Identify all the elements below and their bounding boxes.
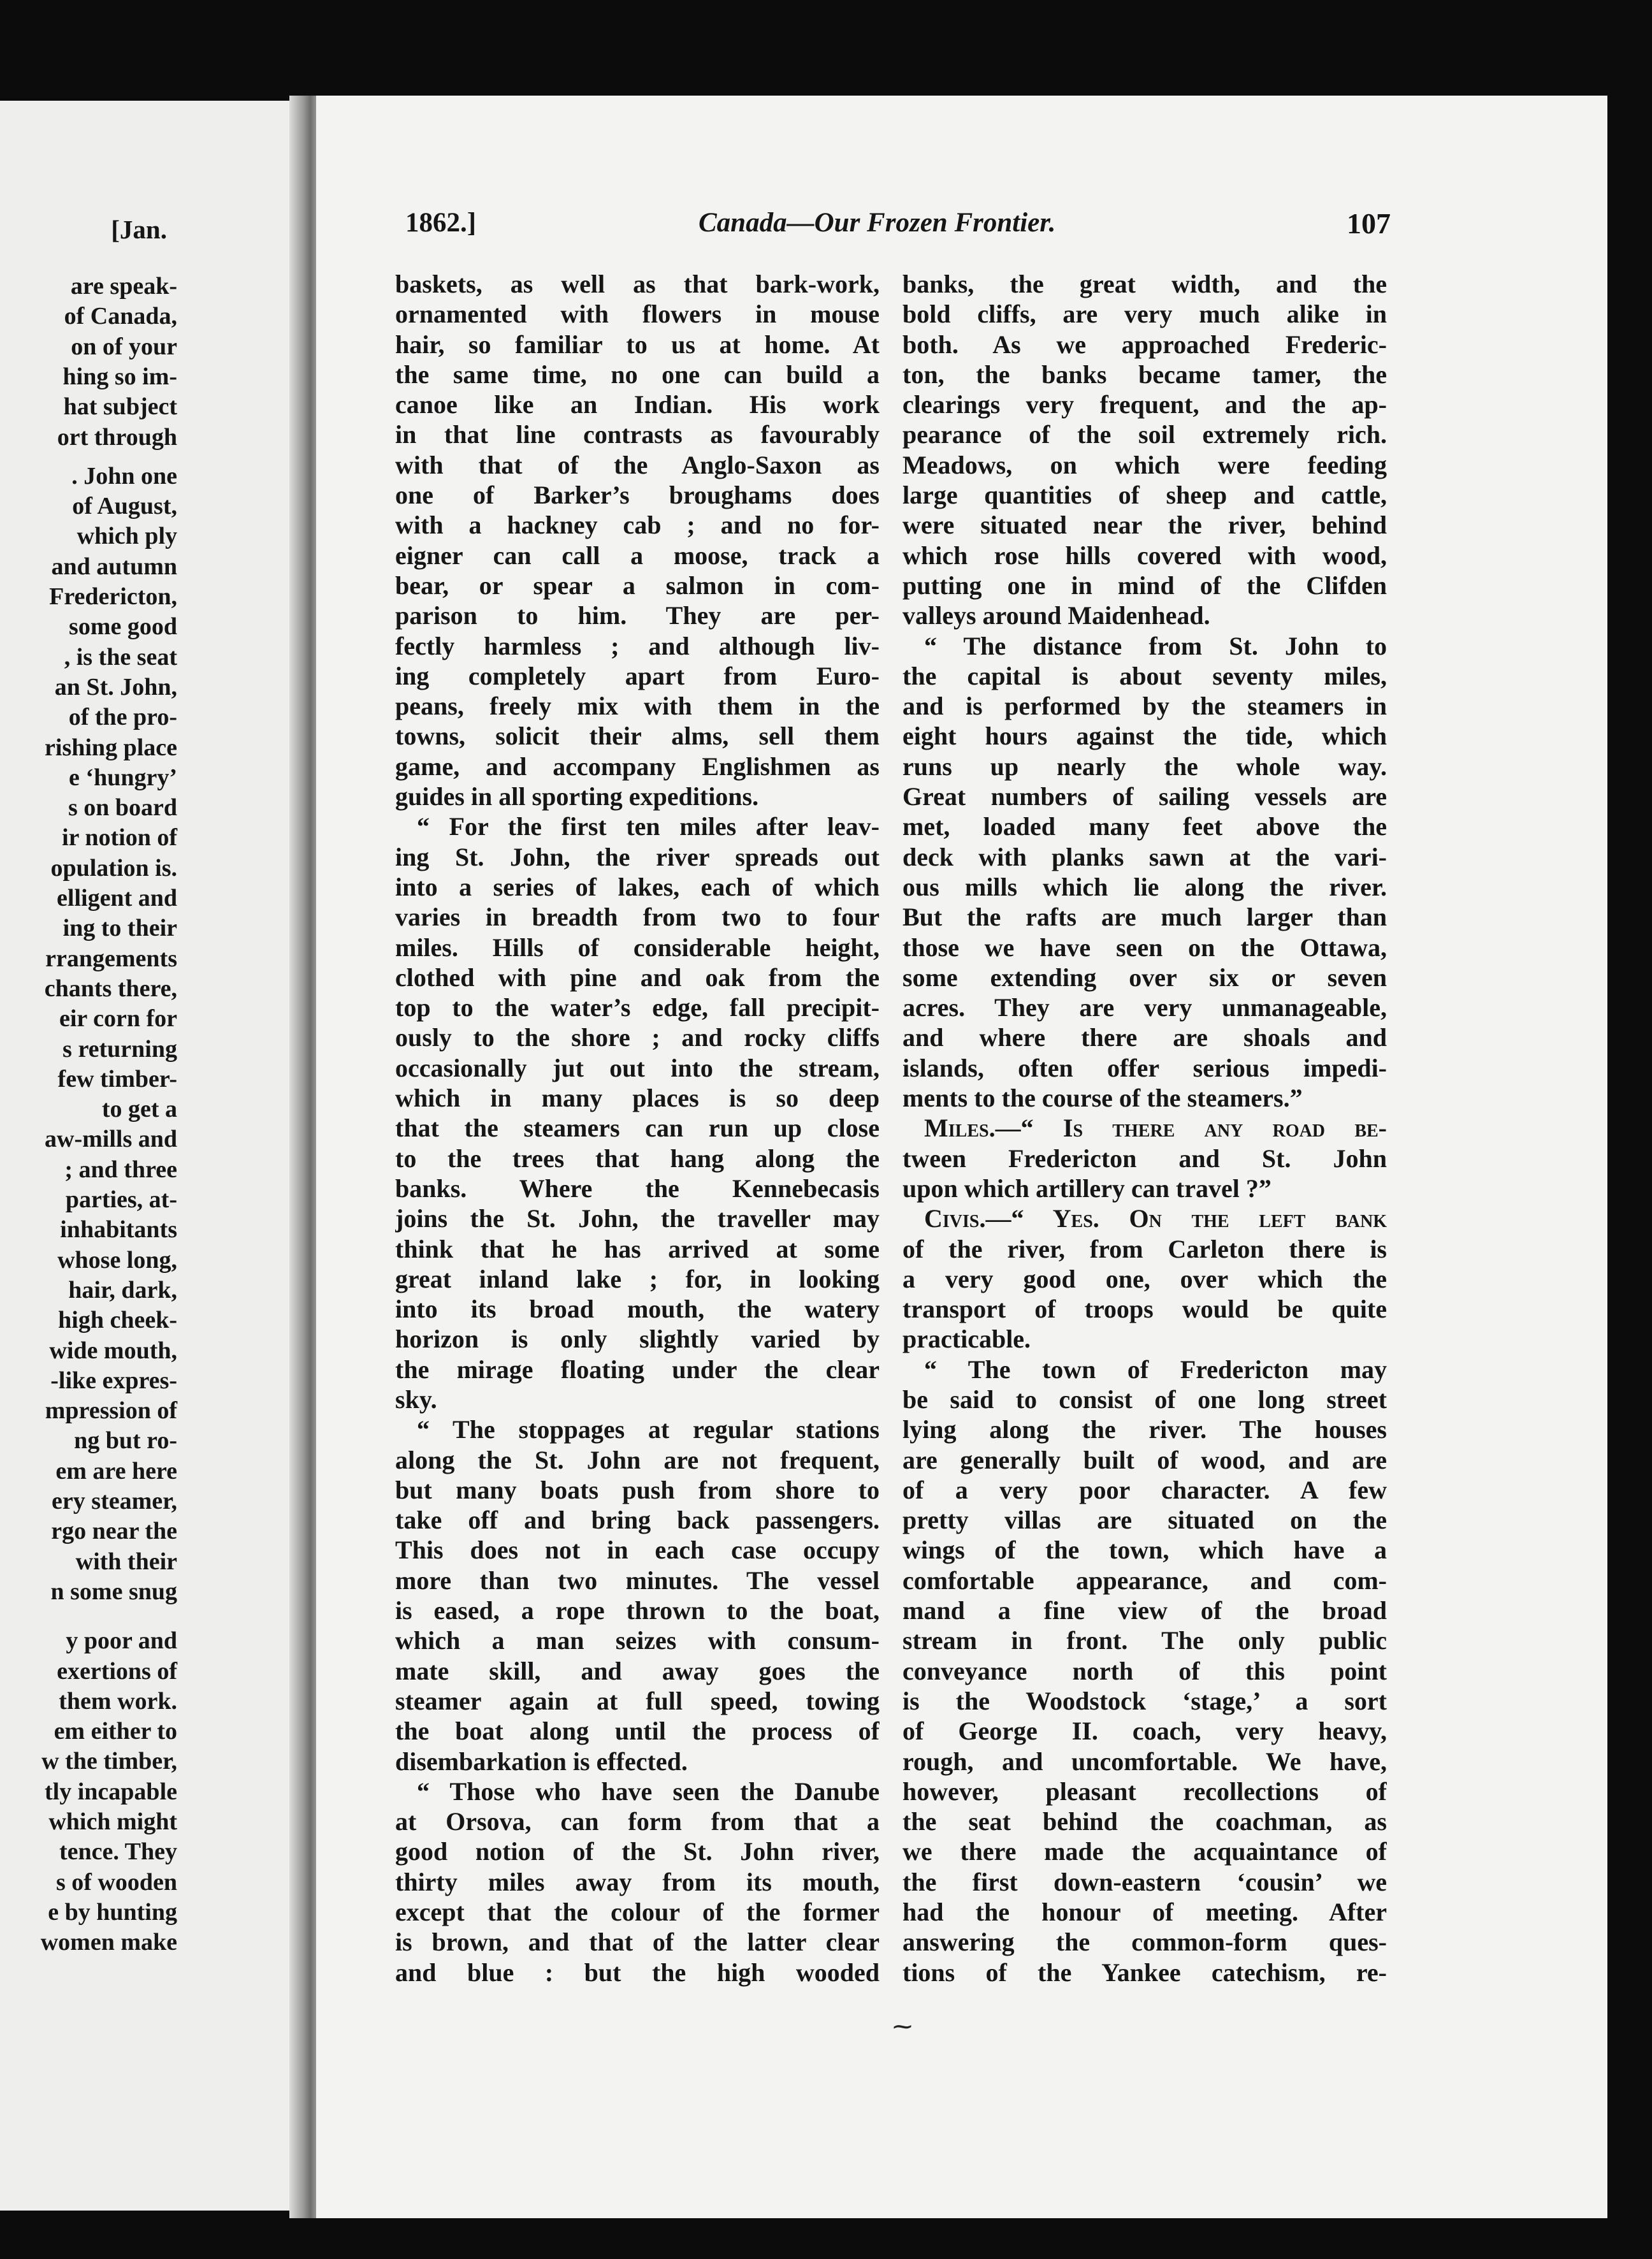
left-page-line: y poor and: [66, 1627, 177, 1655]
text-line: in that line contrasts as favourably: [395, 420, 880, 449]
left-page-line: aw-mills and: [45, 1126, 177, 1153]
text-line: into a series of lakes, each of which: [395, 872, 880, 901]
text-line: game, and accompany Englishmen as: [395, 752, 880, 781]
text-line: baskets, as well as that bark-work,: [395, 270, 880, 298]
left-page-line: which ply: [76, 523, 177, 550]
left-page-line: of Canada,: [64, 303, 177, 330]
text-line: clearings very frequent, and the ap-: [902, 390, 1387, 419]
text-line: good notion of the St. John river,: [395, 1837, 880, 1866]
text-line: towns, solicit their alms, sell them: [395, 722, 880, 751]
left-page-line: ir notion of: [62, 824, 177, 852]
text-line: comfortable appearance, and com-: [902, 1565, 1387, 1595]
text-line: “ The distance from St. John to: [924, 631, 1387, 660]
left-page-line: tence. They: [59, 1838, 177, 1866]
text-line: into its broad mouth, the watery: [395, 1295, 880, 1324]
text-line: which rose hills covered with wood,: [902, 541, 1387, 570]
left-page-line: . John one: [71, 462, 177, 490]
text-line: tions of the Yankee catechism, re-: [902, 1958, 1387, 1987]
text-line: clothed with pine and oak from the: [395, 962, 880, 992]
text-line: fectly harmless ; and although liv-: [395, 631, 880, 660]
text-line: Miles.—“ Is there any road be-: [924, 1114, 1387, 1143]
text-line: met, loaded many feet above the: [902, 812, 1387, 841]
left-page-line: e by hunting: [48, 1898, 177, 1926]
left-page-line: women make: [40, 1929, 177, 1956]
text-line: both. As we approached Frederic-: [902, 330, 1387, 359]
text-line: the same time, no one can build a: [395, 360, 880, 389]
text-line: to the trees that hang along the: [395, 1144, 880, 1173]
left-page-line: elligent and: [57, 885, 177, 912]
left-page-line: ng but ro-: [74, 1427, 177, 1455]
text-column-left: [395, 269, 880, 1987]
text-line: “ Those who have seen the Danube: [417, 1776, 880, 1806]
text-line: Meadows, on which were feeding: [902, 450, 1387, 479]
text-line: putting one in mind of the Clifden: [902, 570, 1387, 600]
text-line: Civis.—“ Yes. On the left bank: [924, 1204, 1387, 1233]
running-head-title: Canada—Our Frozen Frontier.: [699, 208, 1056, 238]
text-line: joins the St. John, the traveller may: [395, 1204, 880, 1233]
text-line: “ The stoppages at regular stations: [417, 1415, 880, 1444]
text-line: thirty miles away from its mouth,: [395, 1867, 880, 1896]
text-line: are generally built of wood, and are: [902, 1445, 1387, 1474]
text-line: with a hackney cab ; and no for-: [395, 511, 880, 540]
text-line: practicable.: [902, 1325, 1031, 1354]
text-line: along the St. John are not frequent,: [395, 1445, 880, 1474]
left-page-line: em are here: [55, 1457, 177, 1485]
text-line: is the Woodstock ‘stage,’ a sort: [902, 1686, 1387, 1715]
left-page-line: , is the seat: [64, 643, 177, 671]
text-line: however, pleasant recollections of: [902, 1776, 1387, 1806]
text-line: bear, or spear a salmon in com-: [395, 570, 880, 600]
text-line: with that of the Anglo-Saxon as: [395, 450, 880, 479]
left-page-line: inhabitants: [60, 1216, 177, 1244]
text-line: at Orsova, can form from that a: [395, 1807, 880, 1836]
left-page-line: ery steamer,: [52, 1488, 177, 1514]
text-line: and is performed by the steamers in: [902, 692, 1387, 721]
text-line: horizon is only slightly varied by: [395, 1325, 880, 1354]
text-line: except that the colour of the former: [395, 1898, 880, 1927]
text-line: canoe like an Indian. His work: [395, 390, 880, 419]
text-line: think that he has arrived at some: [395, 1234, 880, 1263]
left-page-line: eir corn for: [59, 1005, 177, 1033]
left-page-line: opulation is.: [50, 854, 177, 882]
left-page-line: n some snug: [50, 1578, 177, 1605]
text-line: one of Barker’s broughams does: [395, 481, 880, 510]
text-line: deck with planks sawn at the vari-: [902, 842, 1387, 871]
left-page-line: hat subject: [63, 393, 177, 421]
left-running-head: [Jan.: [111, 215, 167, 244]
left-page-line: whose long,: [57, 1246, 177, 1274]
text-line: some extending over six or seven: [902, 962, 1387, 992]
left-page-line: which might: [48, 1808, 177, 1835]
text-line: stream in front. The only public: [902, 1626, 1387, 1655]
text-line: conveyance north of this point: [902, 1656, 1387, 1685]
text-line: of George II. coach, very heavy,: [902, 1717, 1387, 1746]
text-line: ing St. John, the river spreads out: [395, 842, 880, 871]
text-line: is brown, and that of the latter clear: [395, 1928, 880, 1957]
text-line: which a man seizes with consum-: [395, 1626, 880, 1655]
text-line: more than two minutes. The vessel: [395, 1565, 880, 1595]
text-line: had the honour of meeting. After: [902, 1898, 1387, 1927]
page-number: 107: [1347, 207, 1391, 240]
text-line: pearance of the soil extremely rich.: [902, 420, 1387, 449]
text-line: sky.: [395, 1384, 437, 1414]
text-line: upon which artillery can travel ?”: [902, 1173, 1272, 1203]
left-page-line: -like expres-: [50, 1367, 177, 1394]
left-page-line: ort through: [57, 423, 177, 451]
text-line: tween Fredericton and St. John: [902, 1144, 1387, 1173]
text-column-right: [902, 269, 1387, 1987]
left-page-line: em either to: [54, 1718, 177, 1745]
left-page-line: an St. John,: [54, 673, 177, 701]
left-page-line: w the timber,: [41, 1748, 177, 1775]
text-line: ously to the shore ; and rocky cliffs: [395, 1023, 880, 1052]
text-line: take off and bring back passengers.: [395, 1506, 880, 1535]
text-line: and blue : but the high wooded: [395, 1958, 880, 1987]
left-page-line: of the pro-: [68, 704, 177, 731]
left-page-line: high cheek-: [58, 1307, 177, 1334]
left-page-line: hing so im-: [62, 363, 177, 390]
text-line: large quantities of sheep and cattle,: [902, 481, 1387, 510]
left-page-line: some good: [69, 613, 177, 641]
text-line: peans, freely mix with them in the: [395, 692, 880, 721]
text-line: eigner can call a moose, track a: [395, 541, 880, 570]
text-line: were situated near the river, behind: [902, 511, 1387, 540]
left-page-line: exertions of: [57, 1657, 177, 1685]
text-line: parison to him. They are per-: [395, 601, 880, 630]
text-line: varies in breadth from two to four: [395, 903, 880, 932]
text-line: be said to consist of one long street: [902, 1384, 1387, 1414]
text-line: ments to the course of the steamers.”: [902, 1084, 1303, 1113]
text-line: but many boats push from shore to: [395, 1475, 880, 1504]
left-page-line: chants there,: [44, 975, 177, 1002]
left-page-line: few timber-: [57, 1065, 177, 1093]
text-line: a very good one, over which the: [902, 1264, 1387, 1293]
text-line: banks. Where the Kennebecasis: [395, 1173, 880, 1203]
text-line: “ The town of Fredericton may: [924, 1355, 1387, 1384]
text-line: and where there are shoals and: [902, 1023, 1387, 1052]
text-line: of a very poor character. A few: [902, 1475, 1387, 1504]
text-line: disembarkation is effected.: [395, 1747, 688, 1776]
text-line: the mirage floating under the clear: [395, 1355, 880, 1384]
text-line: But the rafts are much larger than: [902, 903, 1387, 932]
text-line: eight hours against the tide, which: [902, 722, 1387, 751]
text-line: the first down-eastern ‘cousin’ we: [902, 1867, 1387, 1896]
left-page-line: wide mouth,: [49, 1337, 177, 1364]
left-page-line: mpression of: [45, 1397, 177, 1425]
text-line: top to the water’s edge, fall precipit-: [395, 993, 880, 1022]
left-page-line: s on board: [68, 794, 177, 822]
text-line: of the river, from Carleton there is: [902, 1234, 1387, 1263]
page-ornament: ⁓: [893, 2016, 912, 2037]
text-line: pretty villas are situated on the: [902, 1506, 1387, 1535]
text-line: the boat along until the process of: [395, 1717, 880, 1746]
left-page-line: them work.: [59, 1687, 177, 1715]
left-page-line: Fredericton,: [49, 583, 177, 610]
text-line: islands, often offer serious impedi-: [902, 1053, 1387, 1082]
left-page-line: s returning: [62, 1035, 177, 1063]
text-line: ornamented with flowers in mouse: [395, 300, 880, 329]
text-line: which in many places is so deep: [395, 1084, 880, 1113]
left-page-line: hair, dark,: [68, 1276, 177, 1304]
text-line: we there made the acquaintance of: [902, 1837, 1387, 1866]
text-line: miles. Hills of considerable height,: [395, 933, 880, 962]
left-page-line: rrangements: [45, 945, 177, 972]
text-line: Great numbers of sailing vessels are: [902, 782, 1387, 811]
left-page-line: s of wooden: [55, 1868, 177, 1896]
text-line: that the steamers can run up close: [395, 1114, 880, 1143]
text-line: those we have seen on the Ottawa,: [902, 933, 1387, 962]
running-head-year: 1862.]: [405, 208, 477, 238]
text-line: great inland lake ; for, in looking: [395, 1264, 880, 1293]
text-line: the seat behind the coachman, as: [902, 1807, 1387, 1836]
left-page-line: of August,: [72, 493, 177, 520]
text-line: transport of troops would be quite: [902, 1295, 1387, 1324]
text-line: ton, the banks became tamer, the: [902, 360, 1387, 389]
text-line: acres. They are very unmanageable,: [902, 993, 1387, 1022]
text-line: steamer again at full speed, towing: [395, 1686, 880, 1715]
left-page-line: on of your: [71, 333, 177, 360]
left-page-line: rishing place: [45, 734, 177, 761]
text-line: mand a fine view of the broad: [902, 1596, 1387, 1625]
text-line: answering the common-form ques-: [902, 1928, 1387, 1957]
left-page-line: ; and three: [64, 1156, 177, 1183]
text-line: “ For the first ten miles after leav-: [417, 812, 880, 841]
text-line: rough, and uncomfortable. We have,: [902, 1747, 1387, 1776]
text-line: mate skill, and away goes the: [395, 1656, 880, 1685]
text-line: ous mills which lie along the river.: [902, 872, 1387, 901]
text-line: the capital is about seventy miles,: [902, 661, 1387, 690]
text-line: valleys around Maidenhead.: [902, 601, 1210, 630]
left-page-line: are speak-: [70, 273, 177, 300]
text-line: guides in all sporting expeditions.: [395, 782, 759, 811]
left-page-line: with their: [75, 1548, 177, 1575]
text-line: ing completely apart from Euro-: [395, 661, 880, 690]
right-page: [316, 96, 1607, 2218]
text-line: banks, the great width, and the: [902, 270, 1387, 298]
left-page-line: tly incapable: [45, 1778, 177, 1805]
text-line: occasionally jut out into the stream,: [395, 1053, 880, 1082]
left-page-line: and autumn: [51, 553, 177, 580]
text-line: lying along the river. The houses: [902, 1415, 1387, 1444]
left-page: [0, 101, 306, 2211]
left-page-line: e ‘hungry’: [69, 764, 177, 791]
text-line: hair, so familiar to us at home. At: [395, 330, 880, 359]
text-line: bold cliffs, are very much alike in: [902, 300, 1387, 329]
left-page-line: ing to their: [62, 915, 177, 942]
left-page-line: parties, at-: [65, 1186, 177, 1213]
text-line: This does not in each case occupy: [395, 1536, 880, 1565]
left-page-line: to get a: [101, 1096, 177, 1123]
left-page-line: rgo near the: [51, 1518, 177, 1545]
text-line: is eased, a rope thrown to the boat,: [395, 1596, 880, 1625]
text-line: wings of the town, which have a: [902, 1536, 1387, 1565]
text-line: runs up nearly the whole way.: [902, 752, 1387, 781]
